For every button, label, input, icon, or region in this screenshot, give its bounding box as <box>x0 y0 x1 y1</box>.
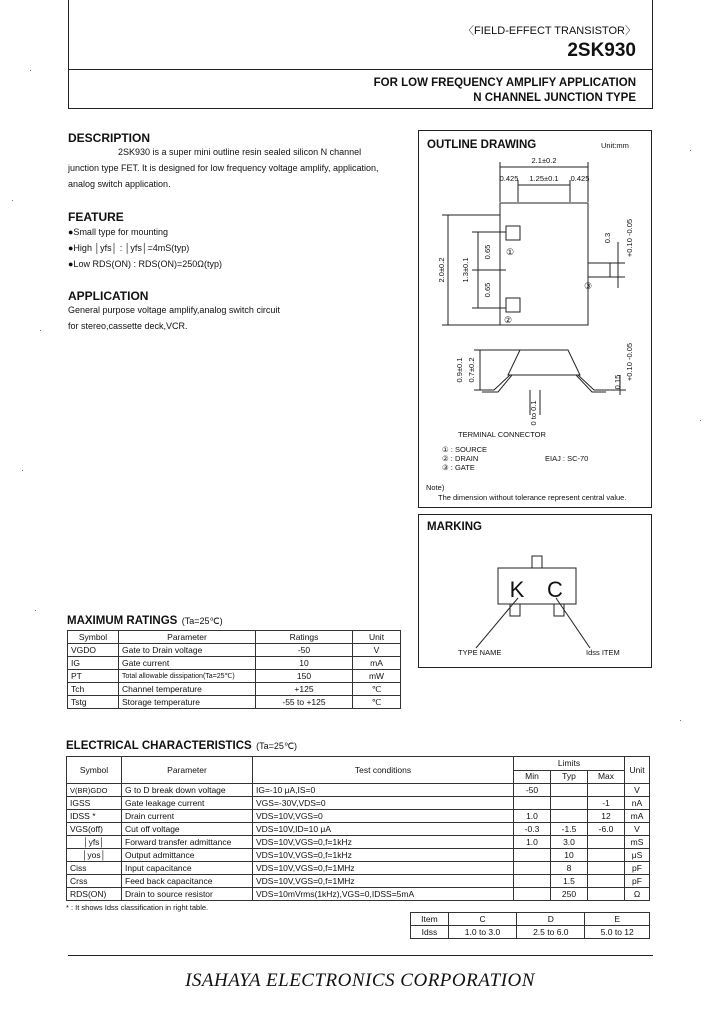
idss-header-c: C <box>448 913 516 926</box>
max-ratings-title: MAXIMUM RATINGS <box>67 615 178 627</box>
ec-parameter: G to D break down voltage <box>122 784 253 797</box>
package-body-side <box>508 350 580 375</box>
ec-max: -1 <box>588 797 625 810</box>
ec-symbol: Ciss <box>67 862 122 875</box>
scan-speck <box>30 70 31 71</box>
idss-header-d: D <box>517 913 585 926</box>
pin-1-lead <box>506 226 520 240</box>
feature-title: FEATURE <box>68 210 124 224</box>
table-row <box>67 823 650 836</box>
ec-parameter: Forward transfer admittance <box>122 836 253 849</box>
mr-parameter: Gate current <box>119 657 256 670</box>
ec-symbol: IDSS * <box>67 810 122 823</box>
ec-typ: 3.0 <box>551 836 588 849</box>
ec-unit: μS <box>625 849 650 862</box>
table-row <box>68 657 401 670</box>
scan-speck <box>680 720 681 721</box>
ec-header-symbol: Symbol <box>67 757 122 784</box>
header-left-rule <box>68 0 69 108</box>
company-name: ISAHAYA ELECTRONICS CORPORATION <box>185 970 535 991</box>
note-text: The dimension without tolerance represent central value. <box>438 493 627 502</box>
table-row <box>67 836 650 849</box>
dim-left: 0.425 <box>499 174 519 183</box>
marking-char-c: C <box>547 577 563 602</box>
ec-header-unit: Unit <box>625 757 650 784</box>
max-ratings-heading <box>67 611 223 629</box>
package-body-top <box>500 203 588 325</box>
dim-height: 2.0±0.2 <box>437 257 446 283</box>
pin-1-marker: ① <box>506 247 515 257</box>
application-line-1: FOR LOW FREQUENCY AMPLIFY APPLICATION <box>373 77 636 89</box>
ec-symbol: │yos│ <box>67 849 122 862</box>
ec-max <box>588 849 625 862</box>
ec-unit: Ω <box>625 888 650 901</box>
type-name-label: TYPE NAME <box>458 648 502 657</box>
application-line-2: N CHANNEL JUNCTION TYPE <box>473 92 636 104</box>
ec-symbol: │yfs│ <box>67 836 122 849</box>
ec-unit: mA <box>625 810 650 823</box>
ec-max <box>588 784 625 797</box>
table-row <box>68 644 401 657</box>
ec-max <box>588 836 625 849</box>
dim-thick: 0.9±0.1 <box>455 357 464 383</box>
idss-range-e: 5.0 to 12 <box>585 926 650 939</box>
ec-parameter: Drain to source resistor <box>122 888 253 901</box>
ec-parameter: Gate leakage current <box>122 797 253 810</box>
ec-unit: pF <box>625 862 650 875</box>
mr-unit: V <box>353 644 401 657</box>
ec-typ: -1.5 <box>551 823 588 836</box>
dim-mid: 1.25±0.1 <box>529 174 559 183</box>
ec-symbol: RDS(ON) <box>67 888 122 901</box>
table-row <box>68 670 401 683</box>
scan-speck <box>700 420 701 421</box>
elec-cond: (Ta=25℃) <box>256 741 298 751</box>
ec-parameter: Feed back capacitance <box>122 875 253 888</box>
mr-unit: mA <box>353 657 401 670</box>
ec-condition: VDS=10V,VGS=0,f=1MHz <box>253 875 514 888</box>
dim-p1: 0.65 <box>483 244 492 260</box>
table-row <box>68 683 401 696</box>
ec-typ: 1.5 <box>551 875 588 888</box>
mr-parameter: Channel temperature <box>119 683 256 696</box>
ec-max: 12 <box>588 810 625 823</box>
ec-condition: VDS=10V,VGS=0,f=1kHz <box>253 849 514 862</box>
scan-speck <box>35 610 36 611</box>
scan-speck <box>690 150 691 151</box>
dim-right: 0.425 <box>570 174 590 183</box>
idss-range-c: 1.0 to 3.0 <box>448 926 516 939</box>
terminal-drain: ② : DRAIN <box>442 454 479 463</box>
elec-title: ELECTRICAL CHARACTERISTICS <box>66 740 252 752</box>
mr-header-parameter: Parameter <box>119 631 256 644</box>
ec-typ <box>551 784 588 797</box>
ec-min <box>514 888 551 901</box>
mr-unit: ℃ <box>353 683 401 696</box>
pin-2-lead <box>506 298 520 312</box>
mr-parameter: Gate to Drain voltage <box>119 644 256 657</box>
scan-speck <box>12 200 13 201</box>
outline-unit: Unit:mm <box>601 141 629 150</box>
feature-item-1: ●Small type for mounting <box>68 227 168 237</box>
table-row <box>67 784 650 797</box>
ec-max <box>588 888 625 901</box>
idss-class-table <box>410 912 650 939</box>
ec-condition: VDS=10V,ID=10 μA <box>253 823 514 836</box>
marking-drawing <box>440 548 640 658</box>
dim-pitch: 1.3±0.1 <box>461 257 470 283</box>
marking-pin-3 <box>532 556 542 568</box>
application-title: APPLICATION <box>68 289 149 303</box>
mr-symbol: VGDO <box>68 644 119 657</box>
marking-char-k: K <box>509 577 525 602</box>
ec-condition: VDS=10V,VGS=0,f=1kHz <box>253 836 514 849</box>
table-row <box>67 888 650 901</box>
ec-min: -0.3 <box>514 823 551 836</box>
ec-min: 1.0 <box>514 810 551 823</box>
note-label: Note) <box>426 483 445 492</box>
ec-unit: V <box>625 823 650 836</box>
ec-parameter: Input capacitance <box>122 862 253 875</box>
ec-parameter: Drain current <box>122 810 253 823</box>
ec-min <box>514 862 551 875</box>
dim-lead2: 0.15 <box>613 374 622 390</box>
max-ratings-cond: (Ta=25℃) <box>181 616 223 626</box>
ec-condition: VGS=-30V,VDS=0 <box>253 797 514 810</box>
ec-min <box>514 875 551 888</box>
mr-rating: 150 <box>256 670 353 683</box>
dim-base: 0 to 0.1 <box>529 400 538 426</box>
idss-row-label: Idss <box>411 926 449 939</box>
ec-typ: 8 <box>551 862 588 875</box>
ec-header-parameter: Parameter <box>122 757 253 784</box>
header-right-rule <box>652 0 653 108</box>
ec-header-max: Max <box>588 770 625 784</box>
pin-2-marker: ② <box>504 315 513 325</box>
application-line-1-text: General purpose voltage amplify,analog switch circuit <box>68 305 280 315</box>
outline-drawing <box>420 150 650 450</box>
mr-symbol: Tstg <box>68 696 119 709</box>
ec-max <box>588 875 625 888</box>
ec-min: 1.0 <box>514 836 551 849</box>
description-line-1: 2SK930 is a super mini outline resin sealed silicon N channel <box>118 147 362 157</box>
feature-item-3: ●Low RDS(ON) : RDS(ON)=250Ω(typ) <box>68 259 222 269</box>
dim-lead2-tol: +0.10 -0.05 <box>625 342 634 382</box>
scan-speck <box>22 470 23 471</box>
table-row <box>411 926 650 939</box>
part-number: 2SK930 <box>567 40 636 61</box>
mr-rating: +125 <box>256 683 353 696</box>
terminal-title: TERMINAL CONNECTOR <box>458 430 546 439</box>
table-row <box>67 849 650 862</box>
pin-3-marker: ③ <box>584 281 593 291</box>
ec-condition: VDS=10V,VGS=0,f=1MHz <box>253 862 514 875</box>
outline-title: OUTLINE DRAWING <box>427 139 537 151</box>
pin-3-lead <box>588 263 610 277</box>
idss-header-e: E <box>585 913 650 926</box>
marking-pin-2 <box>554 604 564 616</box>
ec-typ <box>551 810 588 823</box>
mr-parameter: Storage temperature <box>119 696 256 709</box>
ec-condition: VDS=10V,VGS=0 <box>253 810 514 823</box>
elec-table <box>66 756 650 901</box>
application-line-2-text: for stereo,cassette deck,VCR. <box>68 321 188 331</box>
mr-header-symbol: Symbol <box>68 631 119 644</box>
elec-heading <box>66 736 297 754</box>
idss-range-d: 2.5 to 6.0 <box>517 926 585 939</box>
ec-min <box>514 797 551 810</box>
scan-speck <box>40 330 41 331</box>
elec-footnote: * : It shows Idss classification in right table. <box>66 903 209 912</box>
dim-top: 0.7±0.2 <box>467 357 476 383</box>
mr-header-ratings: Ratings <box>256 631 353 644</box>
dim-lead: 0.3 <box>603 232 612 244</box>
description-line-3: analog switch application. <box>68 179 171 189</box>
ec-symbol: IGSS <box>67 797 122 810</box>
terminal-gate: ③ : GATE <box>442 463 475 472</box>
mr-header-unit: Unit <box>353 631 401 644</box>
idss-item-label: Idss ITEM <box>586 648 620 657</box>
ec-unit: V <box>625 784 650 797</box>
header-divider <box>68 69 653 70</box>
ec-unit: pF <box>625 875 650 888</box>
marking-title: MARKING <box>427 521 482 533</box>
feature-item-2: ●High │yfs│ : │yfs│=4mS(typ) <box>68 243 190 253</box>
dim-p2: 0.65 <box>483 282 492 298</box>
ec-symbol: Crss <box>67 875 122 888</box>
ec-unit: nA <box>625 797 650 810</box>
ec-header-limits: Limits <box>514 757 625 771</box>
ec-min: -50 <box>514 784 551 797</box>
ec-header-test-conditions: Test conditions <box>253 757 514 784</box>
ec-typ <box>551 797 588 810</box>
max-ratings-table <box>67 630 401 709</box>
table-row <box>67 875 650 888</box>
eiaj-code: EIAJ : SC-70 <box>545 454 589 463</box>
mr-symbol: Tch <box>68 683 119 696</box>
table-row <box>67 810 650 823</box>
idss-header-item: Item <box>411 913 449 926</box>
ec-max <box>588 862 625 875</box>
ec-parameter: Cut off voltage <box>122 823 253 836</box>
description-line-2: junction type FET. It is designed for low frequency voltage amplify, application, <box>68 163 379 173</box>
mr-rating: -50 <box>256 644 353 657</box>
dim-width: 2.1±0.2 <box>531 156 557 165</box>
mr-rating: 10 <box>256 657 353 670</box>
ec-condition: VDS=10mVrms(1kHz),VGS=0,IDSS=5mA <box>253 888 514 901</box>
dim-lead-tol: +0.10 -0.05 <box>625 218 634 258</box>
ec-max: -6.0 <box>588 823 625 836</box>
mr-unit: mW <box>353 670 401 683</box>
terminal-source: ① : SOURCE <box>442 445 488 454</box>
category-label: 〈FIELD-EFFECT TRANSISTOR〉 <box>463 25 636 37</box>
table-row <box>67 797 650 810</box>
footer-rule <box>68 955 653 956</box>
mr-symbol: PT <box>68 670 119 683</box>
mr-parameter: Total allowable dissipation(Ta=25℃) <box>119 670 256 683</box>
ec-symbol: VGS(off) <box>67 823 122 836</box>
ec-parameter: Output admittance <box>122 849 253 862</box>
ec-typ: 250 <box>551 888 588 901</box>
mr-rating: -55 to +125 <box>256 696 353 709</box>
ec-condition: IG=-10 μA,IS=0 <box>253 784 514 797</box>
ec-min <box>514 849 551 862</box>
header-bottom-rule <box>68 108 653 109</box>
ec-unit: mS <box>625 836 650 849</box>
ec-header-typ: Typ <box>551 770 588 784</box>
ec-header-min: Min <box>514 770 551 784</box>
table-row <box>68 696 401 709</box>
ec-typ: 10 <box>551 849 588 862</box>
table-row <box>67 862 650 875</box>
mr-unit: ℃ <box>353 696 401 709</box>
ec-symbol: V(BR)GDO <box>67 784 122 797</box>
mr-symbol: IG <box>68 657 119 670</box>
description-title: DESCRIPTION <box>68 131 151 145</box>
